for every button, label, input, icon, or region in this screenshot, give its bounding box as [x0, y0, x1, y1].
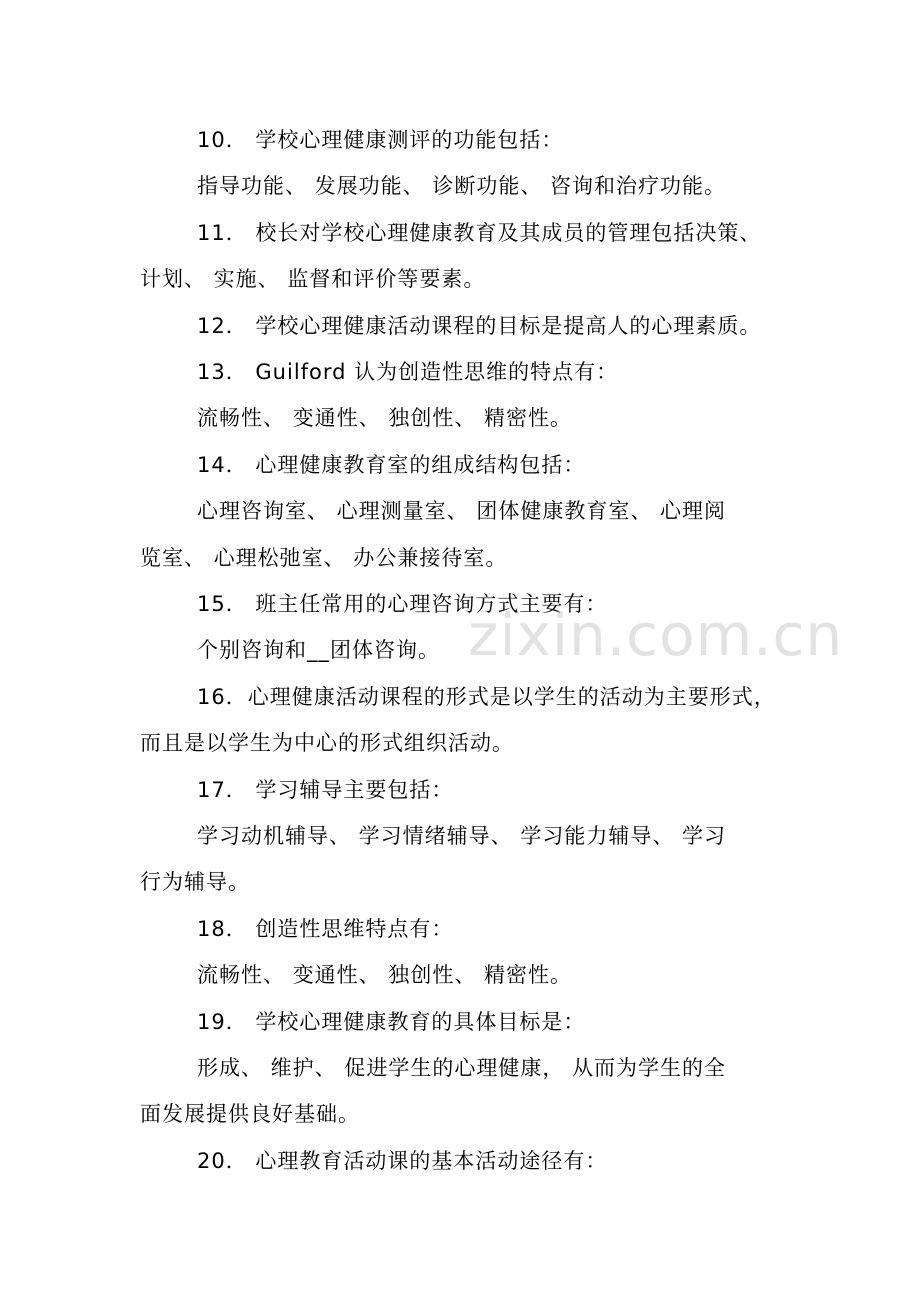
q14-title: 14． 心理健康教育室的组成结构包括： — [197, 453, 586, 477]
q18-title: 18． 创造性思维特点有： — [197, 917, 454, 941]
q20-title: 20． 心理教育活动课的基本活动途径有： — [197, 1149, 608, 1173]
q14-answer-cont: 览室、 心理松弛室、 办公兼接待室。 — [140, 546, 508, 570]
q11-title: 11． 校长对学校心理健康教育及其成员的管理包括决策、 — [197, 221, 762, 245]
q19-title: 19． 学校心理健康教育的具体目标是： — [197, 1010, 586, 1034]
q13-answer: 流畅性、 变通性、 独创性、 精密性。 — [197, 406, 573, 430]
q18-answer: 流畅性、 变通性、 独创性、 精密性。 — [197, 963, 573, 987]
q11-title-cont: 计划、 实施、 监督和评价等要素。 — [140, 267, 486, 291]
q17-answer-cont: 行为辅导。 — [140, 870, 250, 894]
q17-answer: 学习动机辅导、 学习情绪辅导、 学习能力辅导、 学习 — [197, 824, 727, 848]
q13-title: 13． Guilford 认为创造性思维的特点有： — [197, 360, 619, 384]
q19-answer-cont: 面发展提供良好基础。 — [140, 1102, 360, 1126]
q10-answer: 指导功能、 发展功能、 诊断功能、 咨询和治疗功能。 — [197, 174, 727, 198]
q16-title-cont: 而且是以学生为中心的形式组织活动。 — [140, 731, 514, 755]
q15-title: 15． 班主任常用的心理咨询方式主要有： — [197, 592, 608, 616]
q10-title: 10． 学校心理健康测评的功能包括： — [197, 128, 564, 152]
watermark: zixin.com.cn — [468, 601, 844, 669]
q15-answer: 个别咨询和__团体咨询。 — [197, 638, 440, 662]
q12-title: 12． 学校心理健康活动课程的目标是提高人的心理素质。 — [197, 314, 762, 338]
q19-answer: 形成、 维护、 促进学生的心理健康， 从而为学生的全 — [197, 1056, 727, 1080]
q17-title: 17． 学习辅导主要包括： — [197, 778, 454, 802]
q16-title: 16．心理健康活动课程的形式是以学生的活动为主要形式， — [197, 685, 776, 709]
q14-answer: 心理咨询室、 心理测量室、 团体健康教育室、 心理阅 — [197, 499, 727, 523]
